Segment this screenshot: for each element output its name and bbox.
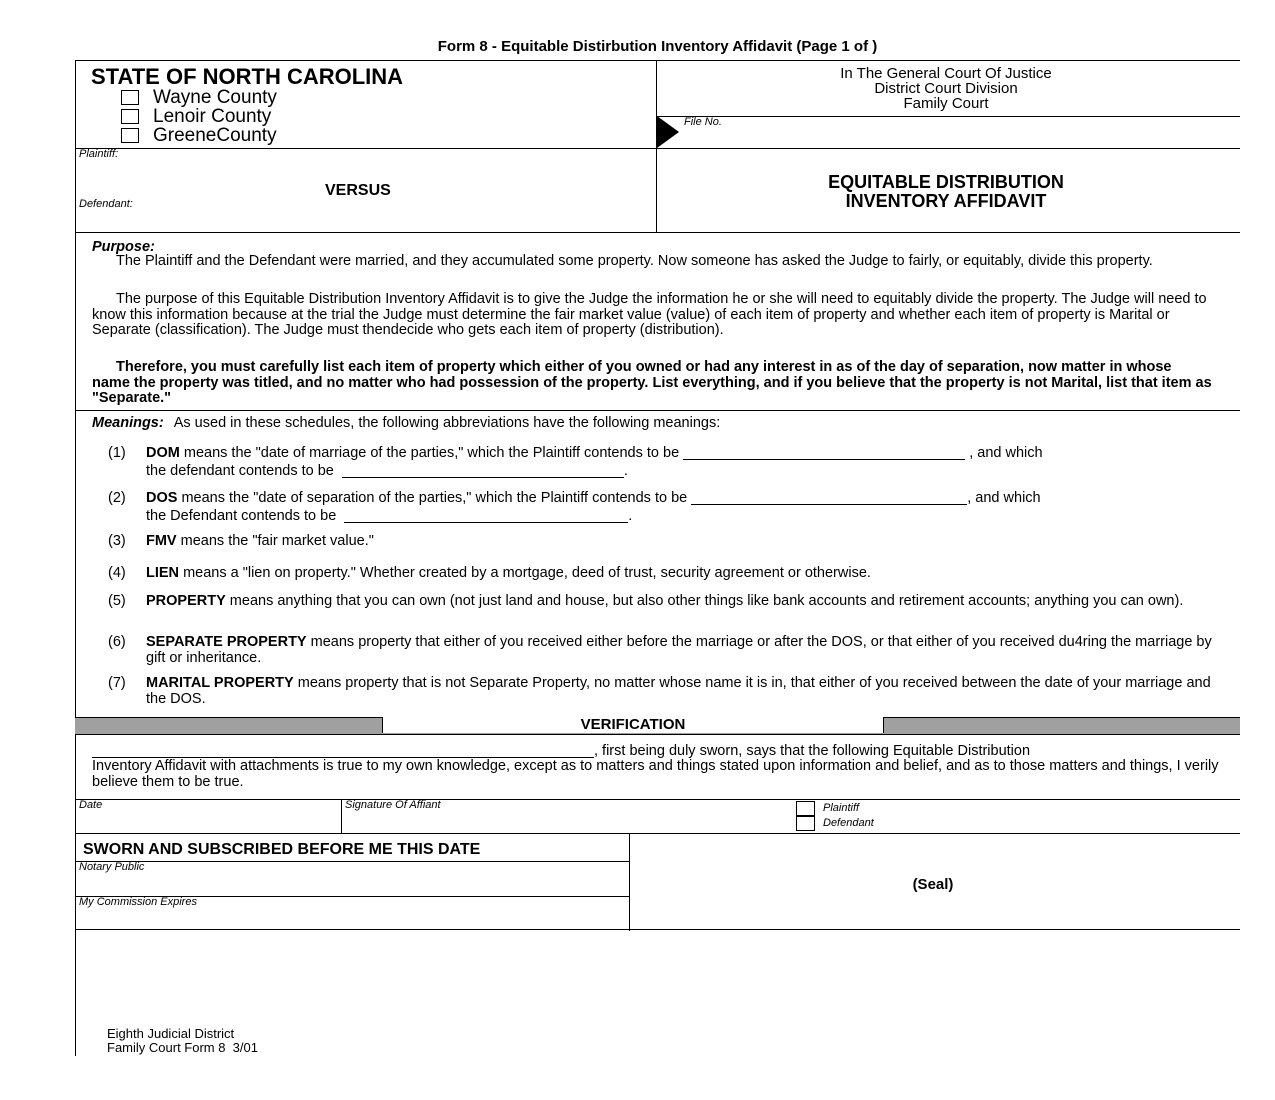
sworn-bottom-line	[75, 929, 1240, 930]
verification-heading: VERIFICATION	[382, 717, 884, 733]
dom-plaintiff-date-field[interactable]	[683, 445, 965, 460]
frame-left-border	[75, 60, 76, 1056]
defendant-option-label: Defendant	[823, 817, 874, 829]
verification-body: Inventory Affidavit with attachments is true to my own knowledge, except as to matters and things stated upon information and belief, and as to those matters and things, I verily believe them to be true.	[92, 758, 1219, 790]
date-signature-divider	[341, 799, 342, 833]
court-line-2: District Court Division	[874, 80, 1018, 97]
meaning-lien: (4) LIEN means a "lien on property." Whether created by a mortgage, deed of trust, security agreement or otherwise.	[108, 565, 871, 581]
dos-plaintiff-date-field[interactable]	[691, 490, 967, 505]
county-checkbox-greene[interactable]	[121, 128, 139, 143]
defendant-label: Defendant:	[79, 198, 133, 210]
meaning-dom: (1) DOM means the "date of marriage of the parties," which the Plaintiff contends to be , and which the defendant contends to be .	[108, 445, 1043, 479]
affiant-name-field[interactable]	[92, 743, 594, 758]
plaintiff-option-label: Plaintiff	[823, 802, 860, 814]
meaning-separate-property: (6) SEPARATE PROPERTY means property that either of you received either before the marriage or after the DOS, or that either of you received du4ring the marriage by gift or inheritance.	[108, 634, 1212, 666]
county-checkbox-wayne[interactable]	[121, 90, 139, 105]
meaning-property: (5) PROPERTY means anything that you can own (not just land and house, but also other things like bank accounts and retirement accounts; anything you can own).	[108, 593, 1184, 609]
meanings-heading: Meanings:	[92, 415, 164, 431]
county-option-wayne[interactable]: Wayne County	[121, 88, 277, 107]
state-heading: STATE OF NORTH CAROLINA	[91, 64, 404, 89]
plaintiff-checkbox[interactable]	[796, 801, 815, 816]
signature-bottom-line	[75, 833, 1240, 834]
meaning-dos: (2) DOS means the "date of separation of the parties," which the Plaintiff contends to be , and which the Defendant contends to be .	[108, 490, 1041, 524]
plaintiff-label: Plaintiff:	[79, 148, 119, 160]
purpose-bottom-line	[75, 410, 1240, 411]
sworn-heading-line	[75, 861, 630, 862]
file-no-field[interactable]	[800, 116, 1240, 117]
seal-label: (Seal)	[912, 876, 954, 893]
versus-label: VERSUS	[325, 182, 391, 199]
county-list	[121, 88, 277, 145]
meaning-marital-property: (7) MARITAL PROPERTY means property that is not Separate Property, no matter whose name it is in, that either of you received between the date of your marriage and the DOS.	[108, 675, 1211, 707]
frame-top-border	[75, 60, 1240, 61]
county-option-greene[interactable]: GreeneCounty	[121, 126, 277, 145]
purpose-paragraph-2: The purpose of this Equitable Distribution Inventory Affidavit is to give the Judge the information he or she will need to equitably divide the property. The Judge will need to know this information because at the trial the Judge must determine the fair market value (value) of each item of property and whether each item of property is Marital or Separate (classification). The Judge must thendecide who gets each item of property (distribution).	[92, 291, 1207, 338]
sworn-heading: SWORN AND SUBSCRIBED BEFORE ME THIS DATE	[83, 841, 481, 858]
dom-defendant-date-field[interactable]	[342, 463, 624, 478]
date-label: Date	[79, 799, 103, 811]
court-info	[656, 66, 1236, 111]
footer	[107, 1027, 258, 1055]
dos-defendant-date-field[interactable]	[344, 508, 628, 523]
purpose-paragraph-1: The Plaintiff and the Defendant were married, and they accumulated some property. Now someone has asked the Judge to fairly, or equitably, divide this property.	[116, 253, 1153, 269]
commission-label: My Commission Expires	[79, 896, 197, 908]
purpose-paragraph-3: Therefore, you must carefully list each item of property which either of you owned or had any interest in as of the day of separation, now matter in whose name the property was titled, and no matter who had possession of the property. List everything, and if you believe that the property is not Marital, list that item as "Separate."	[92, 359, 1212, 406]
court-line-3: Family Court	[903, 95, 989, 112]
file-no-label: File No.	[684, 116, 722, 128]
file-no-arrow-icon	[657, 116, 681, 150]
purpose-heading: Purpose:	[92, 239, 155, 255]
document-title: EQUITABLE DISTRIBUTION INVENTORY AFFIDAVIT	[828, 172, 1064, 211]
county-option-lenoir[interactable]: Lenoir County	[121, 107, 277, 126]
parties-bottom-line	[75, 232, 1240, 233]
form-title: Form 8 - Equitable Distirbution Inventory Affidavit (Page 1 of )	[437, 38, 878, 55]
footer-line-1: Eighth Judicial District	[107, 1026, 235, 1041]
signature-label: Signature Of Affiant	[345, 799, 441, 811]
court-line-1: In The General Court Of Justice	[840, 65, 1052, 82]
verification-affiant-line: , first being duly sworn, says that the following Equitable Distribution	[92, 743, 1030, 759]
notary-label: Notary Public	[79, 861, 145, 873]
county-checkbox-lenoir[interactable]	[121, 109, 139, 124]
verification-date-top-line	[75, 799, 1240, 800]
footer-line-2: Family Court Form 8 3/01	[107, 1040, 258, 1055]
defendant-checkbox[interactable]	[796, 816, 815, 831]
meaning-fmv: (3) FMV means the "fair market value."	[108, 533, 374, 549]
meanings-intro-line: Meanings: As used in these schedules, the following abbreviations have the following meanings:	[92, 415, 721, 431]
